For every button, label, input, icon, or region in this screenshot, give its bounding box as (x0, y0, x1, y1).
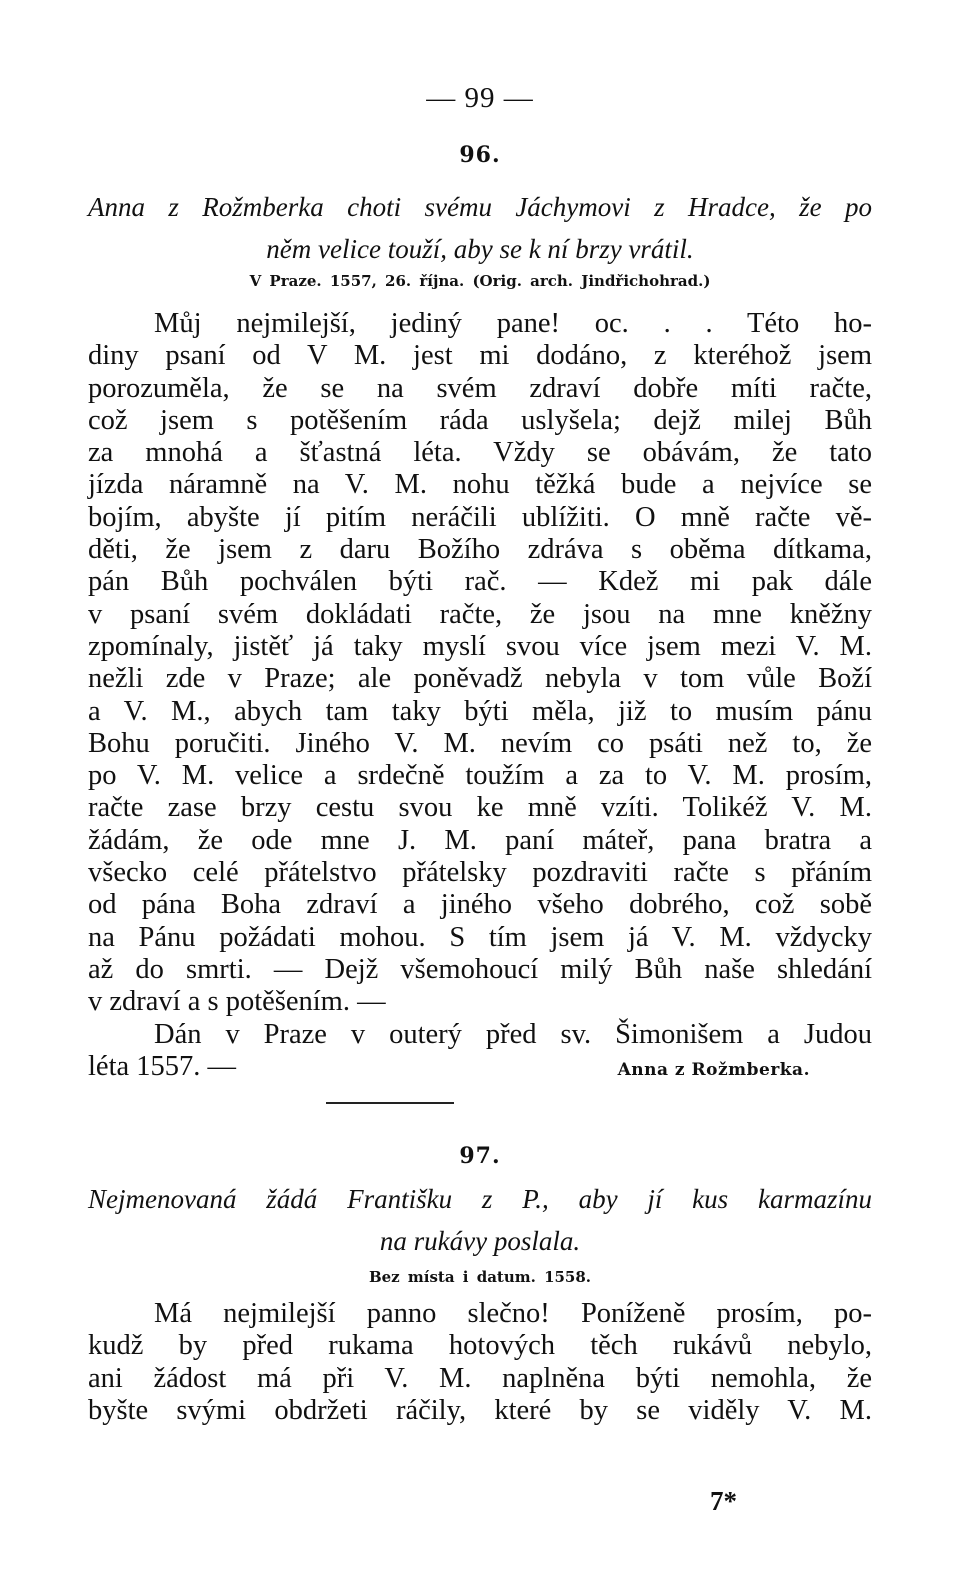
body-line: po V. M. velice a srdečně toužím a za to V. M. prosím, (88, 760, 872, 792)
body-line: nežli zde v Praze; ale poněvadž nebyla v tom vůle Boží (88, 663, 872, 695)
body-line: děti, že jsem z daru Božího zdráva s oběma dítkama, (88, 534, 872, 566)
body-line: pán Bůh pochválen býti rač. — Kdež mi pak dále (88, 566, 872, 598)
body-line: Můj nejmilejší, jediný pane! oc. . . Této ho- (154, 308, 872, 339)
body-line: až do smrti. — Dejž všemohoucí milý Bůh naše shledání (88, 953, 872, 985)
body-line: račte zase brzy cestu svou ke mně vzíti. Tolikéž V. M. (88, 792, 872, 824)
body-line: jízda náramně na V. M. nohu těžká bude a nejvíce se (88, 469, 872, 501)
body-line: žádám, že ode mne J. M. paní máteř, pana bratra a (88, 824, 872, 856)
body-line: což jsem s potěšením ráda uslyšela; dejž milej Bůh (88, 404, 872, 436)
signature: Anna z Rožmberka. (617, 1059, 810, 1080)
body-line: diny psaní od V M. jest mi dodáno, z kteréhož jsem (88, 340, 872, 372)
body-line: na Pánu požádati mohou. S tím jsem já V. M. vždycky (88, 921, 872, 953)
letter-meta: Bez místa i datum. 1558. (368, 1268, 592, 1286)
letter-summary (88, 1178, 872, 1262)
summary-line: Nejmenovaná žádá Františku z P., aby jí kus karmazínu (88, 1184, 872, 1214)
letter-number: 96. (459, 142, 501, 168)
letter-summary (88, 186, 872, 270)
letter-meta: V Praze. 1557, 26. října. (Orig. arch. Jindřichohrad.) (249, 272, 711, 290)
body-line: zpomínaly, jistěť já taky myslí svou více jsem mezi V. M. (88, 630, 872, 662)
body-line: ani žádost má při V. M. naplněna býti nemohla, že (88, 1362, 872, 1394)
section-divider (326, 1102, 454, 1104)
page-number: — 99 — (426, 82, 534, 114)
body-line: porozuměla, že se na svém zdraví dobře míti račte, (88, 372, 872, 404)
body-line: v zdraví a s potěšením. — (88, 986, 386, 1018)
body-line: v psaní svém dokládati račte, že jsou na mne kněžny (88, 598, 872, 630)
summary-line: něm velice touží, aby se k ní brzy vrátil. (266, 234, 694, 264)
body-line: a V. M., abych tam taky býti měla, již to musím pánu (88, 695, 872, 727)
body-line: Má nejmilejší panno slečno! Poníženě prosím, po- (154, 1298, 872, 1329)
body-line: za mnohá a šťastná léta. Vždy se obávám, že tato (88, 437, 872, 469)
body-line: bojím, abyšte jí pitím neráčili ublížiti. O mně račte vě- (88, 501, 872, 533)
letter-body (88, 308, 872, 1086)
body-line: všecko celé přátelstvo přátelsky pozdraviti račte s přáním (88, 857, 872, 889)
closing-date: léta 1557. — (88, 1050, 237, 1082)
summary-line: na rukávy poslala. (379, 1226, 581, 1256)
body-line: Bohu poručiti. Jiného V. M. nevím co psáti než to, že (88, 727, 872, 759)
body-line: Dán v Praze v outerý před sv. Šimonišem a Judou (154, 1018, 872, 1050)
body-line: byšte svými obdržeti ráčily, které by se viděly V. M. (88, 1394, 872, 1426)
closing-line (88, 1051, 872, 1086)
printer-signature-mark: 7* (710, 1486, 737, 1516)
body-line: od pána Boha zdraví a jiného všeho dobrého, což sobě (88, 889, 872, 921)
body-line: kudž by před rukama hotových těch rukávů nebylo, (88, 1330, 872, 1362)
letter-body (88, 1298, 872, 1427)
letter-number: 97. (459, 1143, 501, 1169)
summary-line: Anna z Rožmberka choti svému Jáchymovi z Hradce, že po (88, 192, 872, 222)
